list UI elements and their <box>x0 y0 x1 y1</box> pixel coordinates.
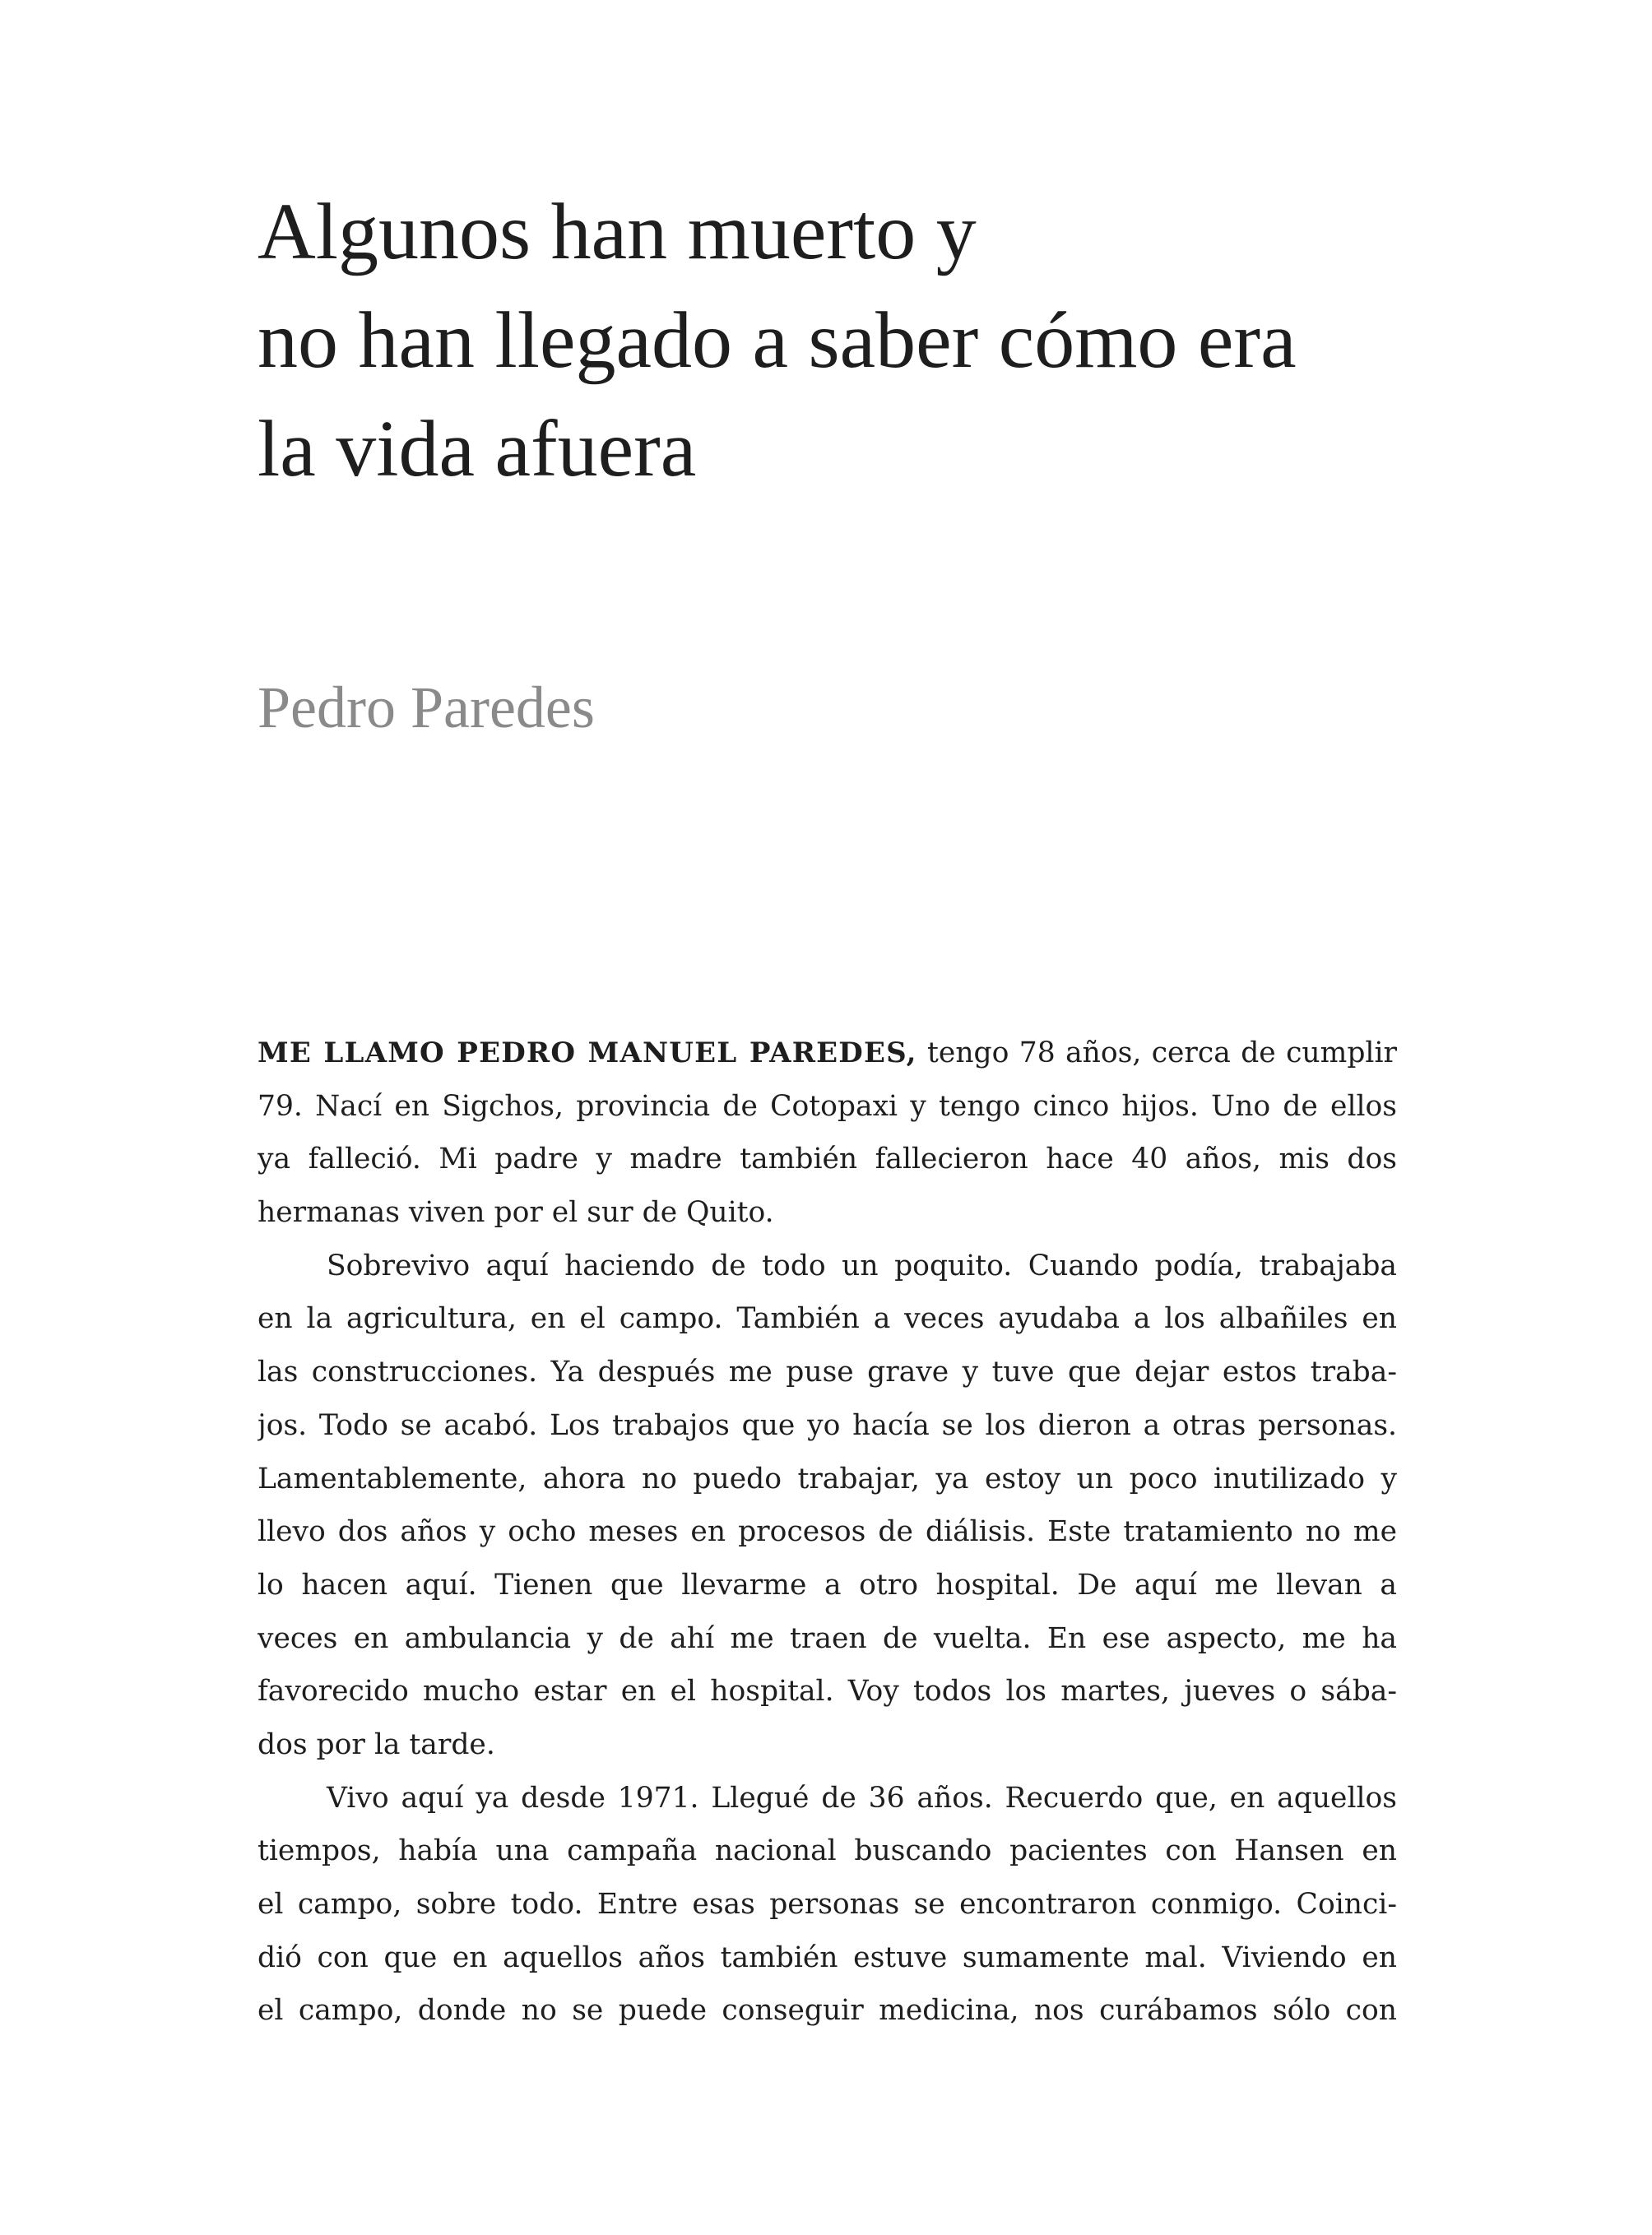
body-line: lo hacen aquí. Tienen que llevarme a otro hospital. De aquí me llevan a <box>258 1568 1397 1602</box>
body-line: las construcciones. Ya después me puse grave y tuve que dejar estos traba- <box>258 1356 1397 1389</box>
body-line: el campo, donde no se puede conseguir medicina, nos curábamos sólo con <box>258 1994 1397 2028</box>
body-line: en la agricultura, en el campo. También a veces ayudaba a los albañiles en <box>258 1302 1397 1336</box>
body-line: Vivo aquí ya desde 1971. Llegué de 36 años. Recuerdo que, en aquellos <box>327 1781 1397 1815</box>
body-line: jos. Todo se acabó. Los trabajos que yo hacía se los dieron a otras personas. <box>258 1408 1397 1442</box>
body-line: tiempos, había una campaña nacional buscando pacientes con Hansen en <box>258 1834 1397 1868</box>
body-line: dos por la tarde. <box>258 1727 495 1761</box>
body-line: favorecido mucho estar en el hospital. Voy todos los martes, jueves o sába- <box>258 1675 1397 1709</box>
body-line: veces en ambulancia y de ahí me traen de vuelta. En ese aspecto, me ha <box>258 1621 1397 1655</box>
body-line: llevo dos años y ocho meses en procesos de diálisis. Este tratamiento no me <box>258 1515 1397 1549</box>
body-line: Sobrevivo aquí haciendo de todo un poquito. Cuando podía, trabajaba <box>327 1249 1397 1282</box>
author-name: Pedro Paredes <box>258 675 595 740</box>
body-line: el campo, sobre todo. Entre esas personas se encontraron conmigo. Coinci- <box>258 1888 1397 1921</box>
chapter-title-line-1: Algunos han muerto y <box>258 188 977 276</box>
chapter-title-line-3: la vida afuera <box>258 405 697 494</box>
body-line: hermanas viven por el sur de Quito. <box>258 1196 774 1230</box>
chapter-title-line-2: no han llegado a saber cómo era <box>258 296 1297 385</box>
body-line: Lamentablemente, ahora no puedo trabajar, ya estoy un poco inutilizado y <box>258 1462 1397 1495</box>
chapter-title <box>258 178 1492 503</box>
body-text <box>258 1027 1397 2038</box>
body-line: ya falleció. Mi padre y madre también fallecieron hace 40 años, mis dos <box>258 1143 1397 1176</box>
body-line: 79. Nací en Sigchos, provincia de Cotopaxi y tengo cinco hijos. Uno de ellos <box>258 1089 1397 1123</box>
body-line: ME LLAMO PEDRO MANUEL PAREDES, tengo 78 años, cerca de cumplir <box>258 1036 1397 1069</box>
body-line: dió con que en aquellos años también estuve sumamente mal. Viviendo en <box>258 1941 1397 1974</box>
lead-in-smallcaps: ME LLAMO PEDRO MANUEL PAREDES, <box>258 1036 917 1069</box>
